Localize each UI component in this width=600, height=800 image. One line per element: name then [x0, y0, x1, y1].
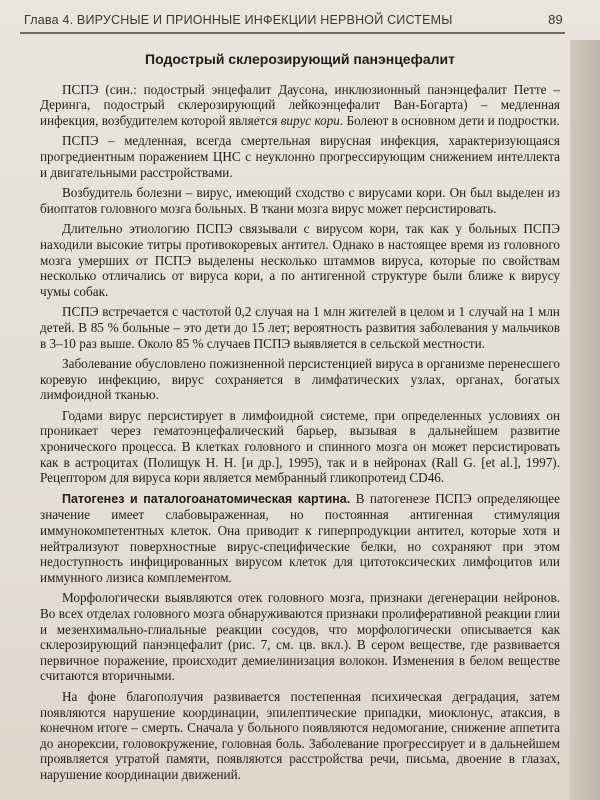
paragraph-5: ПСПЭ встречается с частотой 0,2 случая на 1 млн жителей в целом и 1 случай на 1 млн детей. В 85 % больные – это дети до 15 лет; вероятность развития заболевания у мальчиков в 3–10 раз выше. Около 85 % случаев ПСПЭ выявляется в сельской местности.	[40, 304, 560, 351]
paragraph-1: ПСПЭ (син.: подострый энцефалит Даусона, инклюзионный панэнцефалит Петте – Деринга, подострый склерозирующий лейкоэнцефалит Ван-Богарта) – медленная инфекция, возбудителем которой является вирус кори. Болеют в основном дети и подростки.	[40, 81, 560, 128]
section-title: Подострый склерозирующий панэнцефалит	[145, 51, 455, 67]
paragraph-4: Длительно этиологию ПСПЭ связывали с вирусом кори, так как у больных ПСПЭ находили высокие титры противокоревых антител. Однако в настоящее время из головного мозга умерших от ПСПЭ выделены несколько штаммов вируса, которые по свойствам несколько отличались от вируса кори, а по антигенной структуре были ближе к вирусу чумы собак.	[40, 221, 560, 299]
paragraph-6: Заболевание обусловлено пожизненной персистенцией вируса в организме перенесшего коревую инфекцию, вирус сохраняется в лимфатических узлах, органах, богатых лимфоидной тканью.	[40, 356, 560, 403]
paragraph-9: Морфологически выявляются отек головного мозга, признаки дегенерации нейронов. Во всех отделах головного мозга обнаруживаются признаки пролиферативной реакции глии и мезенхимально-глиальные реакции сосудов, что морфологически описывается как склерозирующий панэнцефалит (рис. 7, см. цв. вкл.). В сером веществе, где развивается первичное поражение, происходит демиелинизация волокон. Изменения в белом веществе считаются вторичными.	[40, 590, 560, 684]
paragraph-10: На фоне благополучия развивается постепенная психическая деградация, затем появляются нарушение координации, эпилептические припадки, миоклонус, атаксия, в конечном итоге – смерть. Сначала у больного появляются недомогание, снижение аппетита до анорексии, головокружение, головная боль. Заболевание прогрессирует и в дальнейшем проявляется утратой памяти, появляются расстройства речи, письма, двоение в глазах, нарушение координации движений.	[40, 688, 560, 782]
page-body	[40, 52, 560, 788]
page-number: 89	[548, 12, 563, 27]
adjacent-page-edge	[570, 40, 600, 800]
paragraph-8: Патогенез и паталогоанатомическая картина. В патогенезе ПСПЭ определяющее значение имеет слабовыраженная, но постоянная антигенная стимуляция иммунокомпетентных клеток. Она приводит к гиперпродукции антител, которые хотя и нейтрализуют поверхностные вирус-специфические белки, но сохраняют при этом недоступность инфицированных вирусом клеток для цитотоксических лимфоцитов или иммунного лизиса комплементом.	[40, 490, 560, 585]
chapter-title: Глава 4. ВИРУСНЫЕ И ПРИОННЫЕ ИНФЕКЦИИ НЕРВНОЙ СИСТЕМЫ	[24, 13, 453, 27]
paragraph-3: Возбудитель болезни – вирус, имеющий сходство с вирусами кори. Он был выделен из биоптатов головного мозга больных. В ткани мозга вирус может персистировать.	[40, 185, 560, 216]
paragraph-2: ПСПЭ – медленная, всегда смертельная вирусная инфекция, характеризующаяся прогредиентным поражением ЦНС с неуклонно прогрессирующим снижением интеллекта и двигательными расстройствами.	[40, 133, 560, 180]
running-header	[20, 8, 565, 34]
paragraph-7: Годами вирус персистирует в лимфоидной системе, при определенных условиях он проникает через гематоэнцефалический барьер, вызывая в дальнейшем развитие хронического процесса. В клетках головного и спинного мозга он может персистировать как в астроцитах (Полищук Н. Н. [и др.], 1995), так и в нейронах (Rall G. [et al.], 1997). Рецептором для вируса кори является мембранный гликопротеид CD46.	[40, 407, 560, 486]
italic-term: вирус кори	[280, 112, 340, 128]
subsection-heading: Патогенез и паталогоанатомическая картина.	[62, 491, 351, 506]
